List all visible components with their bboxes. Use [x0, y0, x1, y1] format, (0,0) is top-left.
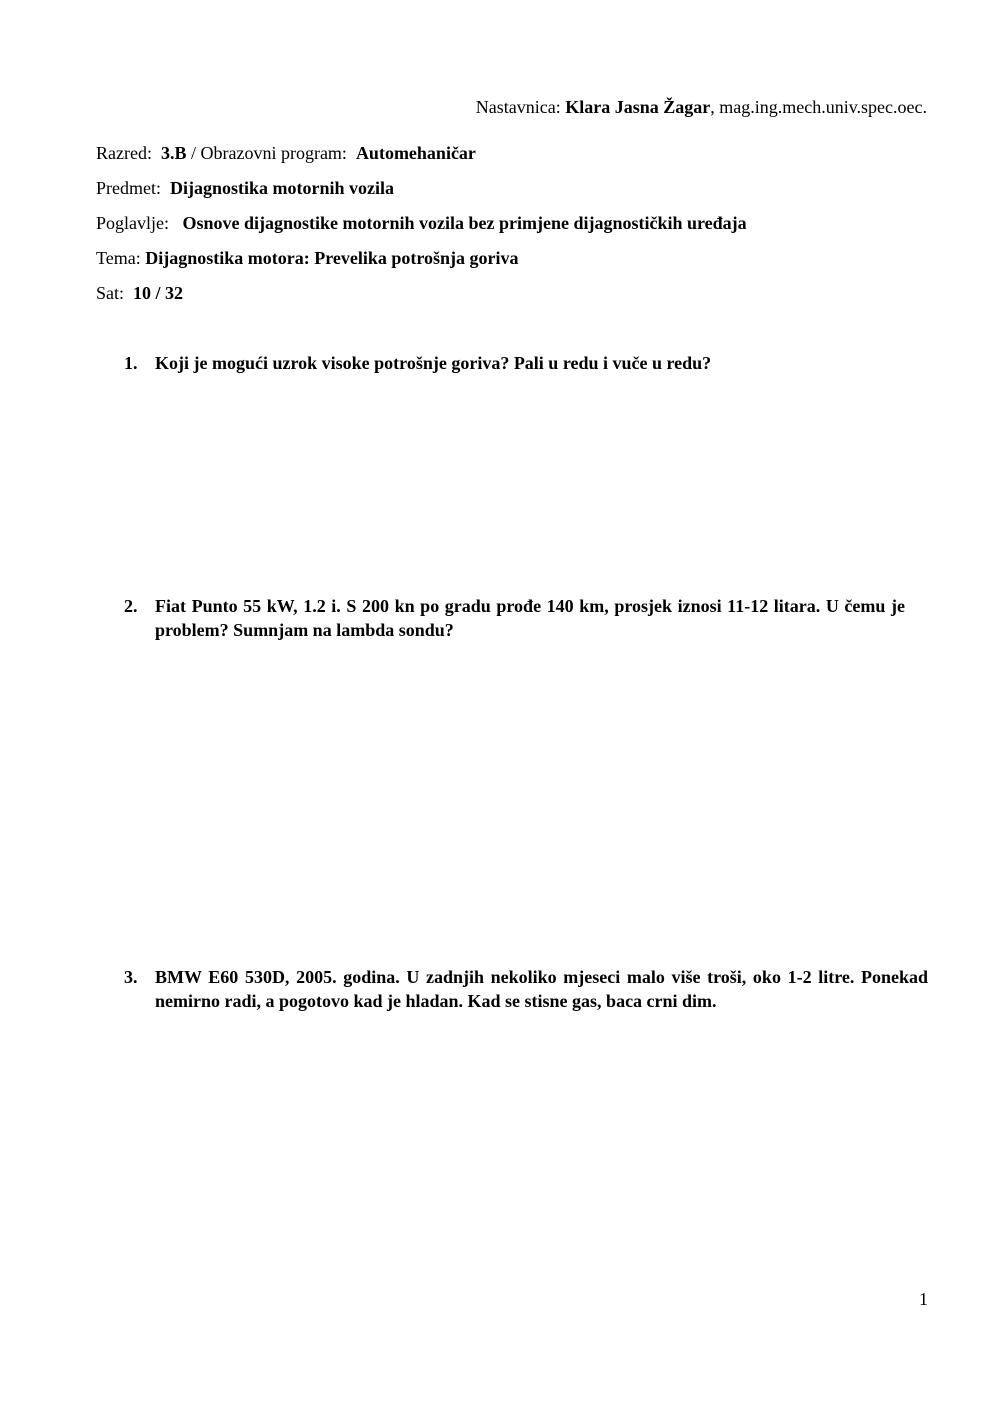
class-value: 3.B [160, 143, 187, 163]
lesson-label: Sat: [96, 283, 125, 303]
teacher-label: Nastavnica: [475, 97, 561, 117]
question-1-text: Koji je mogući uzrok visoke potrošnje goriva? Pali u redu i vuče u redu? [155, 353, 712, 373]
chapter-value: Osnove dijagnostike motornih vozila bez primjene dijagnostičkih uređaja [182, 213, 747, 233]
topic-value: Dijagnostika motora: Prevelika potrošnja goriva [145, 248, 519, 268]
subject-label: Predmet: [96, 178, 161, 198]
page-number: 1 [919, 1289, 928, 1309]
question-2-text: Fiat Punto 55 kW, 1.2 i. S 200 kn po gradu prođe 140 km, prosjek iznosi 11-12 litara. U čemu je problem? Sumnjam na lambda sondu? [155, 596, 905, 640]
question-3-number: 3. [124, 967, 138, 987]
topic-line [96, 247, 519, 269]
program-label: / Obrazovni program: [190, 143, 347, 163]
chapter-line [96, 212, 747, 234]
class-line [96, 142, 476, 164]
question-3-text: BMW E60 530D, 2005. godina. U zadnjih nekoliko mjeseci malo više troši, oko 1-2 litre. Ponekad nemirno radi, a pogotovo kad je hladan. Kad se stisne gas, baca crni dim. [155, 967, 928, 1011]
subject-line [96, 177, 394, 199]
chapter-label: Poglavlje: [96, 213, 169, 233]
teacher-title: , mag.ing.mech.univ.spec.oec. [710, 97, 927, 117]
question-1-number: 1. [124, 353, 138, 373]
lesson-value: 10 / 32 [133, 283, 184, 303]
class-label: Razred: [96, 143, 152, 163]
lesson-line [96, 282, 183, 304]
program-value: Automehaničar [355, 143, 476, 163]
question-2-number: 2. [124, 596, 138, 616]
teacher-line [476, 96, 927, 118]
topic-label: Tema: [96, 248, 141, 268]
subject-value: Dijagnostika motornih vozila [170, 178, 395, 198]
teacher-name: Klara Jasna Žagar [565, 97, 711, 117]
